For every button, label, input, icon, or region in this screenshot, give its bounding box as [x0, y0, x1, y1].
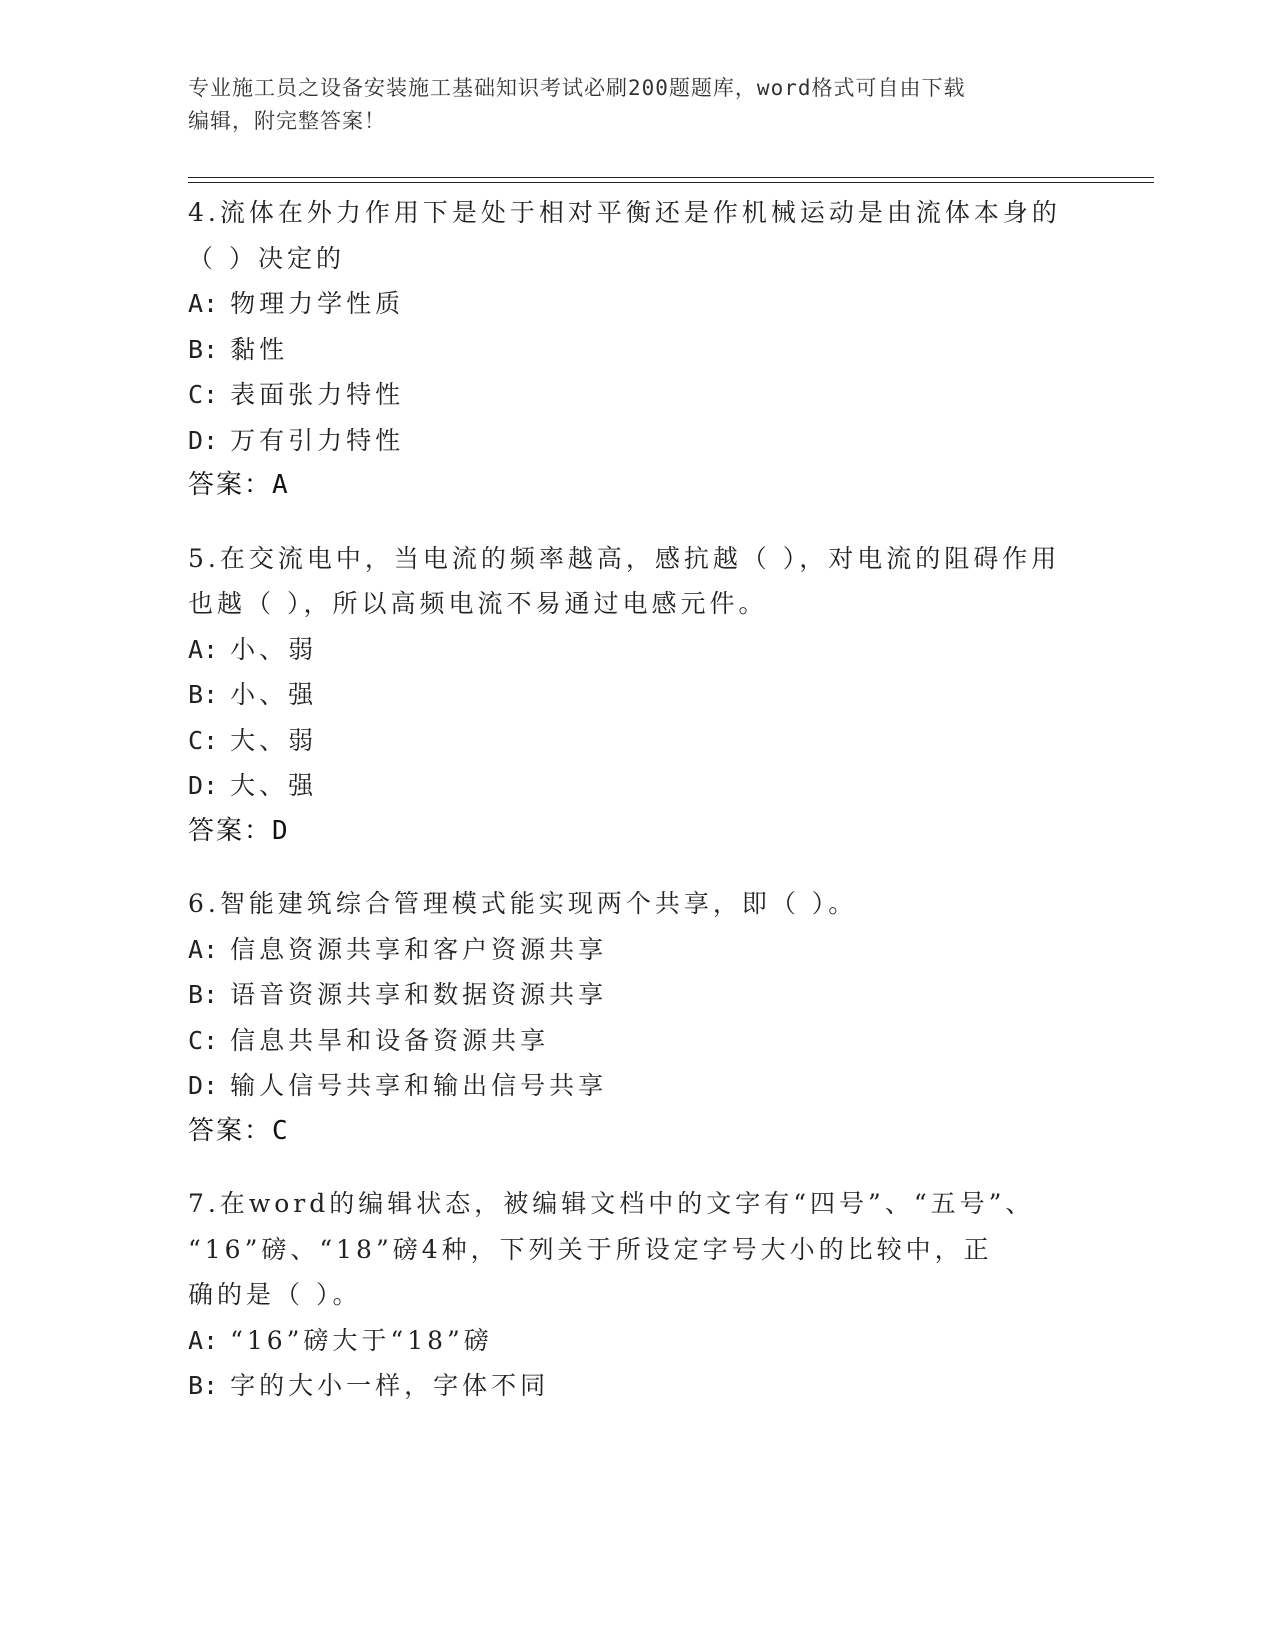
option-letter: B: — [188, 1371, 219, 1400]
question-list — [188, 190, 1088, 1436]
option-letter: C: — [188, 1025, 219, 1055]
option-letter: C: — [188, 380, 219, 409]
answer-label: 答案： — [188, 1115, 273, 1146]
option-text: 表面张力特性 — [230, 380, 405, 409]
option-letter: D: — [188, 425, 219, 455]
option-text: “16”磅大于“18”磅 — [230, 1325, 493, 1355]
question-stem-line: 7.在word的编辑状态，被编辑文档中的文字有“四号”、“五号”、 — [188, 1189, 1035, 1218]
answer-line — [188, 809, 1088, 855]
option-b — [188, 327, 1088, 373]
answer-label: 答案： — [188, 815, 273, 846]
option-d — [188, 418, 1088, 464]
header-line-1: 专业施工员之设备安装施工基础知识考试必刷200题题库，word格式可自由下载 — [188, 76, 966, 100]
option-text: 黏性 — [230, 334, 289, 364]
option-c — [188, 718, 1088, 764]
header-divider-bottom — [188, 182, 1154, 183]
question-4 — [188, 190, 1088, 509]
question-stem-line: “16”磅、“18”磅4种，下列关于所设定字号大小的比较中，正 — [188, 1234, 993, 1264]
answer-value: A — [272, 470, 290, 500]
question-stem-line: 6.智能建筑综合管理模式能实现两个共享，即（ ）。 — [188, 889, 858, 918]
option-text: 信息资源共享和客户资源共享 — [230, 934, 608, 964]
option-letter: B: — [188, 980, 219, 1009]
answer-line — [188, 463, 1088, 509]
option-a — [188, 627, 1088, 673]
question-stem-line: 确的是（ ）。 — [188, 1280, 362, 1309]
option-b — [188, 672, 1088, 718]
question-7 — [188, 1181, 1088, 1409]
option-text: 输人信号共享和输出信号共享 — [230, 1071, 608, 1100]
question-5 — [188, 536, 1088, 855]
question-stem-line: 5.在交流电中，当电流的频率越高，感抗越（ ），对电流的阻碍作用 — [188, 543, 1061, 573]
option-text: 万有引力特性 — [230, 425, 405, 455]
option-c — [188, 372, 1088, 418]
answer-label: 答案： — [188, 470, 273, 500]
option-d — [188, 1063, 1088, 1109]
option-text: 语音资源共享和数据资源共享 — [230, 980, 608, 1009]
option-text: 物理力学性质 — [230, 289, 405, 318]
option-d — [188, 763, 1088, 809]
option-text: 大、强 — [230, 771, 318, 800]
question-6 — [188, 881, 1088, 1154]
option-letter: C: — [188, 725, 219, 755]
option-text: 字的大小一样，字体不同 — [230, 1371, 550, 1400]
answer-value: D — [272, 815, 290, 846]
option-letter: A: — [188, 934, 219, 964]
option-letter: A: — [188, 1325, 219, 1355]
document-header — [188, 72, 1068, 138]
option-letter: B: — [188, 334, 219, 364]
option-c — [188, 1018, 1088, 1064]
option-text: 小、弱 — [230, 634, 318, 664]
option-b — [188, 1363, 1088, 1409]
answer-value: C — [272, 1115, 290, 1146]
question-stem-line: 也越（ ），所以高频电流不易通过电感元件。 — [188, 589, 768, 618]
question-stem-line: （ ）决定的 — [188, 243, 345, 273]
option-text: 信息共旱和设备资源共享 — [230, 1025, 550, 1055]
option-letter: A: — [188, 289, 219, 318]
option-a — [188, 927, 1088, 973]
header-line-2: 编辑，附完整答案！ — [188, 109, 386, 133]
option-letter: D: — [188, 1071, 219, 1100]
option-text: 小、强 — [230, 680, 318, 709]
option-a — [188, 1318, 1088, 1364]
option-b — [188, 972, 1088, 1018]
option-letter: A: — [188, 634, 219, 664]
option-a — [188, 281, 1088, 327]
option-text: 大、弱 — [230, 725, 318, 755]
option-letter: D: — [188, 771, 219, 800]
answer-line — [188, 1109, 1088, 1155]
header-divider-top — [188, 177, 1154, 178]
question-stem-line: 4.流体在外力作用下是处于相对平衡还是作机械运动是由流体本身的 — [188, 198, 1061, 227]
option-letter: B: — [188, 680, 219, 709]
